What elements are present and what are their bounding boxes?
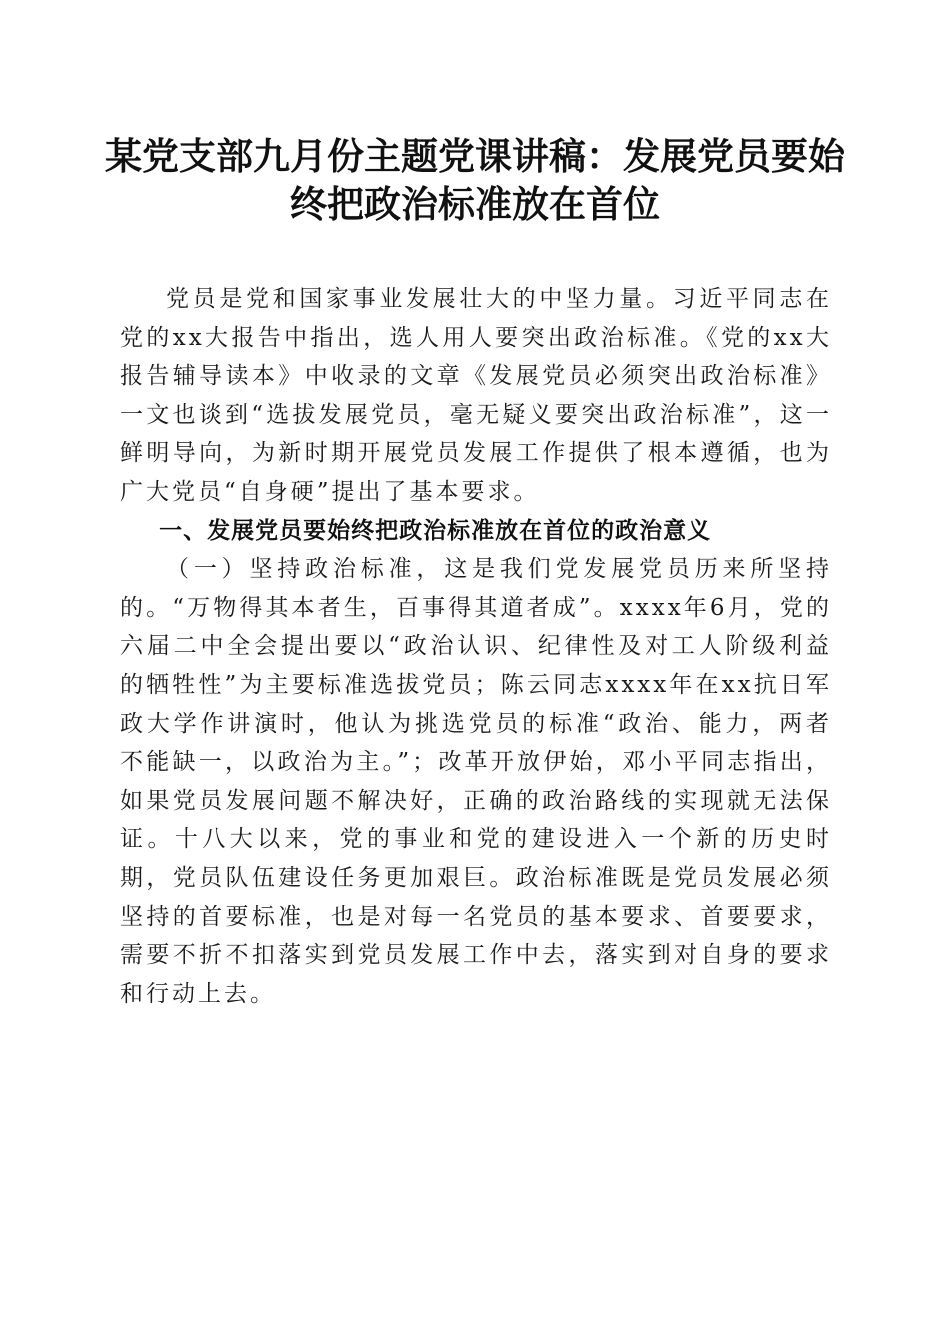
section-heading-1: 一、发展党员要始终把政治标准放在首位的政治意义 xyxy=(159,517,712,544)
intro-paragraph: 党员是党和国家事业发展壮大的中坚力量。习近平同志在党的xx大报告中指出，选人用人要突出政治标准。《党的xx大报告辅导读本》中收录的文章《发展党员必须突出政治标准》一文也谈到“选拔发展党员，毫无疑义要突出政治标准”，这一鲜明导向，为新时期开展党员发展工作提供了根本遵循，也为广大党员“自身硬”提出了基本要求。 xyxy=(120,286,832,505)
document-body xyxy=(120,280,832,1013)
document-title: 某党支部九月份主题党课讲稿：发展党员要始终把政治标准放在首位 xyxy=(105,134,845,226)
subsection-paragraph-1: （一）坚持政治标准，这是我们党发展党员历来所坚持的。“万物得其本者生，百事得其道者成”。xxxx年6月，党的六届二中全会提出要以“政治认识、纪律性及对工人阶级利益的牺牲性”为主要标准选拔党员；陈云同志xxxx年在xx抗日军政大学作讲演时，他认为挑选党员的标准“政治、能力，两者不能缺一，以政治为主。”；改革开放伊始，邓小平同志指出，如果党员发展问题不解决好，正确的政治路线的实现就无法保证。十八大以来，党的事业和党的建设进入一个新的历史时期，党员队伍建设任务更加艰巨。政治标准既是党员发展必须坚持的首要标准，也是对每一名党员的基本要求、首要要求，需要不折不扣落实到党员发展工作中去，落实到对自身的要求和行动上去。 xyxy=(120,556,832,1007)
